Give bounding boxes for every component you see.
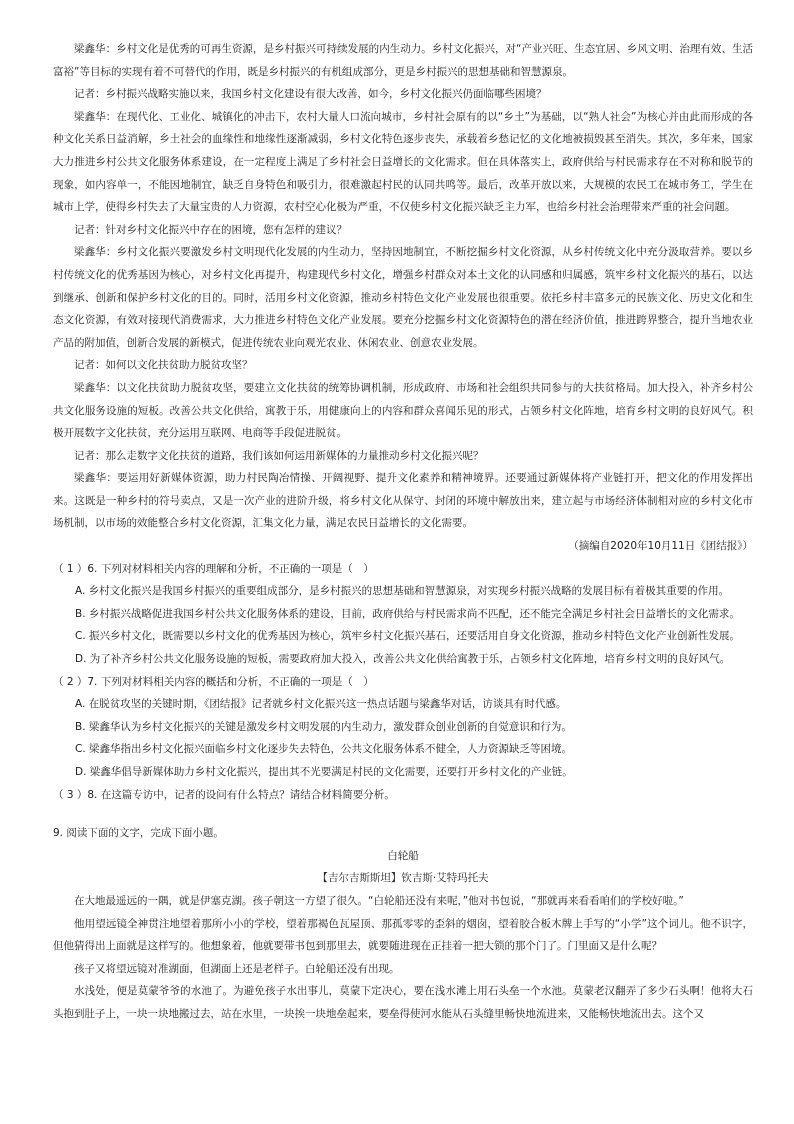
story-paragraph: 水浅处，便是莫蒙爷爷的水池了。为避免孩子水出事儿，莫蒙下定决心，要在浅水滩上用石头垒一个水池。莫蒙老汉翻弄了多少石头啊！他将大石头抱到肚子上，一块一块地搬过去，站在水里，一块挨一块地垒起来，要垒得使河水能从石头缝里畅快地流进来，又能畅快地流出去。这个又 [53, 985, 753, 1020]
document-body [53, 38, 753, 1026]
answer-option[interactable]: C. 梁鑫华指出乡村文化振兴面临乡村文化逐步失去特色，公共文化服务体系不健全，人力资源缺乏等困境。 [75, 743, 573, 756]
story-author: 【吉尔吉斯斯坦】钦吉斯·艾特玛托夫 [317, 872, 489, 885]
story-title: 白轮船 [387, 849, 419, 862]
answer-option[interactable]: B. 乡村振兴战略促进我国乡村公共文化服务体系的建设，目前，政府供给与村民需求尚不匹配，还不能完全满足乡村社会日益增长的文化需求。 [75, 607, 740, 620]
article-source: （摘编自2020年10月11日《团结报》） [568, 540, 753, 553]
answer-option[interactable]: D. 为了补齐乡村公共文化服务设施的短板，需要政府加大投入，改善公共文化供给寓教于乐，占领乡村文化阵地，培育乡村文明的良好风气。 [75, 653, 731, 666]
story-paragraph: 他用望远镜全神贯注地望着那所小小的学校，望着那褐色瓦屋顶、那孤零零的歪斜的烟囱，望着胶合板木牌上手写的“小学”这个词儿。他不识字，但他猜得出上面就是这样写的。他想象着，他就要带书包到那里去，就要随进现在正挂着一把大锁的那个门了。门里面又是什么呢？ [53, 917, 753, 953]
answer-option[interactable]: A. 乡村文化振兴是我国乡村振兴的重要组成部分，是乡村振兴的思想基础和智慧源泉，对实现乡村振兴战略的发展目标有着极其重要的作用。 [75, 585, 730, 598]
interview-paragraph: 梁鑫华：以文化扶贫助力脱贫攻坚，要建立文化扶贫的统筹协调机制，形成政府、市场和社会组织共同参与的大扶贫格局。加大投入，补齐乡村公共文化服务设施的短板。改善公共文化供给，寓教于乐，用健康向上的内容和群众喜闻乐见的形式，占领乡村文化阵地，培育乡村文明的良好风气。积极开展数字文化扶贫，充分运用互联网、电商等手段促进脱贫。 [53, 381, 753, 440]
section-heading: 9. 阅读下面的文字，完成下面小题。 [53, 827, 224, 840]
interview-paragraph: 记者：针对乡村文化振兴中存在的困境，您有怎样的建议？ [74, 223, 347, 236]
story-paragraph: 在大地最遥远的一隅，就是伊塞克湖。孩子朝这一方望了很久。“白轮船还没有来呢，”他对书包说，“那就再来看看咱们的学校好啦。” [74, 894, 684, 907]
interview-paragraph: 记者：乡村振兴战略实施以来，我国乡村文化建设有很大改善，如今，乡村文化振兴仍面临哪些困境？ [74, 88, 547, 101]
answer-option[interactable]: C. 振兴乡村文化，既需要以乡村文化的优秀基因为核心，筑牢乡村文化振兴基石，还要活用自身文化资源，推动乡村特色文化产业创新性发展。 [75, 630, 741, 643]
section-gap [53, 806, 753, 822]
answer-option[interactable]: D. 梁鑫华倡导新媒体助力乡村文化振兴，提出其不光要满足村民的文化需要，还要打开乡村文化的产业链。 [75, 766, 573, 778]
answer-option[interactable]: A. 在脱贫攻坚的关键时期，《团结报》记者就乡村文化振兴这一热点话题与梁鑫华对话，访谈具有时代感。 [75, 698, 567, 711]
question-stem: （ 1 ）6. 下列对材料相关内容的理解和分析，不正确的一项是（ ） [53, 562, 374, 575]
question-stem: （ 2 ）7. 下列对材料相关内容的概括和分析，不正确的一项是（ ） [53, 675, 374, 688]
interview-paragraph: 梁鑫华：乡村文化振兴要激发乡村文明现代化发展的内生动力，坚持因地制宜，不断挖掘乡村文化资源，从乡村传统文化中充分汲取营养。要以乡村传统文化的优秀基因为核心，对乡村文化再提升，构建现代乡村文化，增强乡村群众对本土文化的认同感和归属感，筑牢乡村文化振兴的基石，以达到继承、创新和保护乡村文化的目的。同时，活用乡村文化资源，推动乡村特色文化产业发展也很重要。依托乡村丰富多元的民族文化、历史文化和生态文化资源，有效对接现代消费需求，大力推进乡村特色文化产业发展。要充分挖掘乡村文化资源特色的潜在经济价值，推进跨界整合，提升当地农业产品的附加值，创新合发展的新模式，促进传统农业向观光农业、休闲农业、创意农业发展。 [53, 246, 753, 349]
interview-paragraph: 梁鑫华：在现代化、工业化、城镇化的冲击下，农村大量人口流向城市，乡村社会原有的以“乡土”为基础，以“熟人社会”为核心并由此而形成的各种文化关系日益消解，乡土社会的血缘性和地缘性逐渐减弱，乡村文化特色逐步丧失，承载着乡愁记忆的文化地被损毁甚至消失。其次，多年来，国家大力推进乡村公共文化服务体系建设，在一定程度上满足了乡村社会日益增长的文化需求。但在具体落实上，政府供给与村民需求存在不对称和脱节的现象，如内容单一，不能因地制宜，缺乏自身特色和吸引力，很难激起村民的认同共鸣等。最后，改革开放以来，大规模的农民工在城市务工，学生在城市上学，使得乡村失去了大量宝贵的人力资源，农村空心化极为严重，不仅使乡村文化振兴缺乏主力军，也给乡村社会治理带来严重的社会问题。 [53, 110, 753, 214]
story-paragraph: 孩子又将望远镜对准湖面，但湖面上还是老样子。白轮船还没有出现。 [74, 962, 400, 975]
interview-paragraph: 记者：那么走数字文化扶贫的道路，我们该如何运用新媒体的力量推动乡村文化振兴呢？ [74, 449, 484, 462]
interview-paragraph: 梁鑫华：乡村文化是优秀的可再生资源，是乡村振兴可持续发展的内生动力。乡村文化振兴，对“产业兴旺、生态宜居、乡风文明、治理有效、生活富裕”等目标的实现有着不可替代的作用，既是乡村振兴的有机组成部分，更是乡村振兴的思想基础和智慧源泉。 [53, 43, 753, 78]
interview-paragraph: 梁鑫华：要运用好新媒体资源，助力村民陶冶情操、开阔视野、提升文化素养和精神境界。还要通过新媒体将产业链打开，把文化的作用发挥出来。这既是一种乡村的符号卖点，又是一次产业的进阶升级，将乡村文化从保守、封闭的环境中解放出来，建立起与市场经济体制相对应的乡村文化市场机制，以市场的效能整合乡村文化资源，汇集文化力量，满足农民日益增长的文化需要。 [53, 472, 753, 530]
interview-paragraph: 记者：如何以文化扶贫助力脱贫攻坚？ [74, 359, 253, 372]
answer-option[interactable]: B. 梁鑫华认为乡村文化振兴的关键是激发乡村文明发展的内生动力，激发群众创业创新的自觉意识和行为。 [75, 720, 572, 733]
question-stem: （ 3 ）8. 在这篇专访中，记者的设问有什么特点？请结合材料简要分析。 [53, 788, 395, 801]
